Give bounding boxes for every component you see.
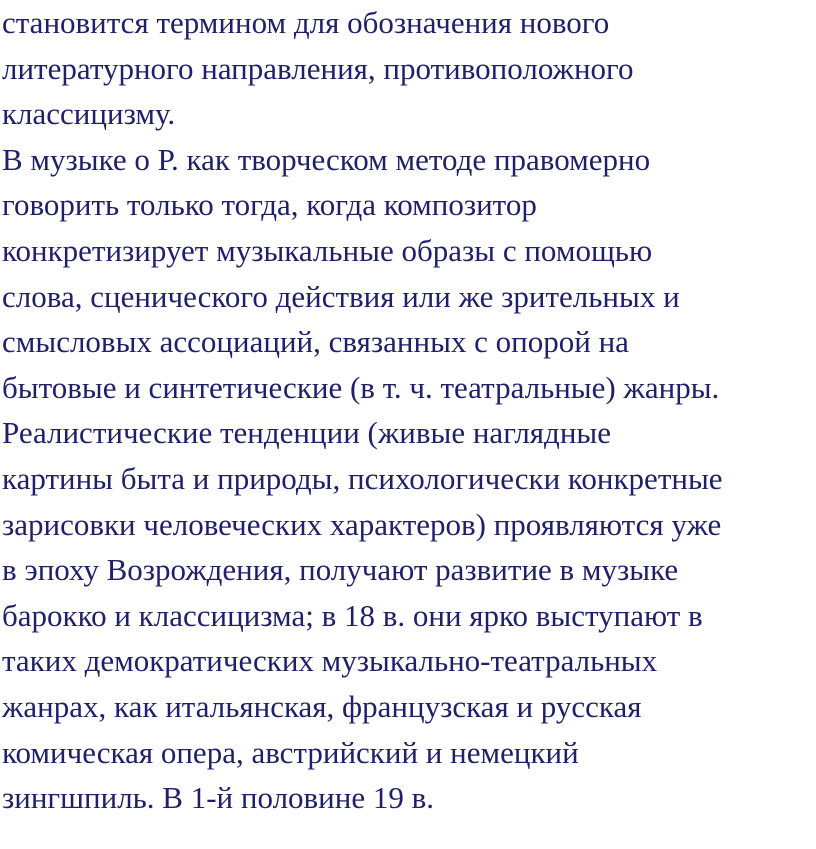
text-line: бытовые и синтетические (в т. ч. театральные) жанры. xyxy=(2,369,720,405)
text-line: картины быта и природы, психологически конкретные xyxy=(2,460,723,496)
text-line: классицизму. xyxy=(2,96,176,132)
text-line: конкретизирует музыкальные образы с помощью xyxy=(2,232,653,268)
text-line: барокко и классицизма; в 18 в. они ярко выступают в xyxy=(2,597,703,633)
text-line: становится термином для обозначения нового xyxy=(2,5,610,40)
text-line: в эпоху Возрождения, получают развитие в музыке xyxy=(2,552,679,588)
document-body xyxy=(2,0,816,821)
text-line: зарисовки человеческих характеров) проявляются уже xyxy=(2,506,722,542)
text-line: слова, сценического действия или же зрительных и xyxy=(2,278,680,314)
text-line: говорить только тогда, когда композитор xyxy=(2,187,537,223)
text-line: смысловых ассоциаций, связанных с опорой на xyxy=(2,324,629,360)
text-line: зингшпиль. В 1-й половине 19 в. xyxy=(2,780,435,816)
text-line: жанрах, как итальянская, французская и русская xyxy=(2,688,642,724)
text-line: Реалистические тенденции (живые наглядные xyxy=(2,415,612,451)
text-line: таких демократических музыкально-театральных xyxy=(2,643,658,679)
text-line: комическая опера, австрийский и немецкий xyxy=(2,734,579,770)
text-line: В музыке о Р. как творческом методе правомерно xyxy=(2,141,651,177)
text-line: литературного направления, противоположного xyxy=(2,50,634,86)
